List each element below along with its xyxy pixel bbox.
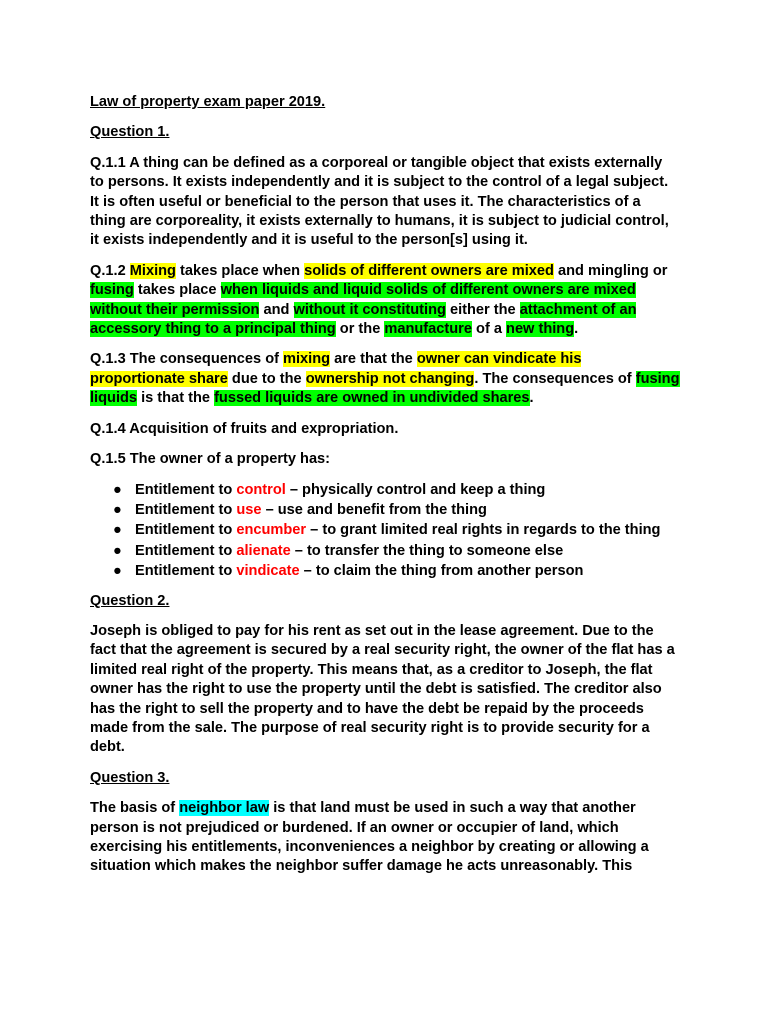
highlight-green: fussed liquids are owned in undivided shares: [214, 390, 530, 407]
bullet-icon: ●: [113, 522, 122, 539]
highlight-green: fusing: [90, 282, 134, 299]
document-page: [90, 93, 680, 888]
entitlement-description: – to transfer the thing to someone else: [290, 542, 564, 559]
q2-paragraph: Joseph is obliged to pay for his rent as set out in the lease agreement. Due to the fact that the agreement is secured by a real security right, the owner of the flat has a limited real right of the property. This means that, as a creditor to Joseph, the flat owner has the right to use the property until the debt is satisfied. The creditor also has the right to sell the property and to have the debt be repaid by the proceeds made from the sale. The purpose of real security right is to provide security for a debt.: [90, 622, 675, 756]
document-title: [90, 93, 680, 112]
entitlement-prefix: Entitlement to: [135, 501, 237, 518]
q1-2-text: and: [259, 301, 294, 318]
entitlement-term: vindicate: [236, 563, 300, 580]
q1-2-text: .: [574, 321, 579, 338]
q1-3-text: due to the: [227, 370, 306, 387]
list-item: [90, 562, 680, 581]
highlight-green: attachment of an accessory thing to a principal thing: [90, 301, 637, 338]
entitlement-description: – to grant limited real rights in regards to the thing: [306, 522, 661, 539]
question-1-heading: [90, 123, 680, 142]
entitlement-term: use: [236, 501, 262, 518]
question-3-heading-text: Question 3.: [90, 769, 170, 786]
q1-4-paragraph: Q.1.4 Acquisition of fruits and expropriation.: [90, 420, 399, 437]
q1-3-paragraph: [90, 350, 680, 408]
q1-3-text: is that the: [137, 390, 215, 407]
highlight-yellow: owner can vindicate his proportionate share: [90, 351, 582, 387]
q1-2-text: takes place when: [175, 262, 305, 279]
entitlement-prefix: Entitlement to: [135, 542, 237, 559]
bullet-icon: ●: [113, 481, 122, 498]
entitlement-prefix: Entitlement to: [135, 563, 237, 580]
question-2-heading: [90, 592, 680, 611]
question-1-heading-text: Question 1.: [90, 124, 170, 141]
entitlement-description: – to claim the thing from another person: [299, 563, 584, 580]
list-item: [90, 542, 680, 561]
q1-2-text: Q.1.2: [90, 262, 130, 279]
q1-2-paragraph: [90, 262, 680, 340]
highlight-green: fusing liquids: [90, 370, 680, 407]
q1-3-text: are that the: [330, 351, 417, 368]
q1-2-text: either the: [445, 301, 520, 318]
q3-text: The basis of: [90, 800, 180, 817]
document-title-text: Law of property exam paper 2019.: [90, 94, 326, 110]
q1-2-text: takes place: [133, 282, 221, 299]
entitlement-description: – physically control and keep a thing: [285, 481, 546, 498]
entitlement-description: – use and benefit from the thing: [261, 501, 487, 518]
bullet-icon: ●: [113, 542, 122, 559]
highlight-green: when liquids and liquid solids of different owners are mixed without their permission: [90, 282, 636, 318]
bullet-icon: ●: [113, 501, 122, 518]
highlight-yellow: solids of different owners are mixed: [304, 262, 554, 279]
highlight-cyan: neighbor law: [179, 800, 270, 817]
entitlement-term: alienate: [236, 542, 291, 559]
entitlement-term: control: [236, 481, 286, 498]
q1-3-text: .: [529, 390, 534, 407]
bullet-icon: ●: [113, 563, 122, 580]
entitlement-term: encumber: [236, 522, 307, 539]
q1-1-paragraph: Q.1.1 A thing can be defined as a corporeal or tangible object that exists externally to persons. It exists independently and it is subject to the control of a legal subject. It is often useful or beneficial to the person that uses it. The characteristics of a thing are corporeality, it exists externally to humans, it is subject to judicial control, it exists independently and it is useful to the person[s] using it.: [90, 154, 669, 249]
q1-2-text: or the: [335, 321, 385, 338]
question-2-heading-text: Question 2.: [90, 592, 170, 609]
q1-3-text: Q.1.3 The consequences of: [90, 351, 284, 368]
highlight-yellow: ownership not changing: [305, 370, 475, 387]
entitlements-list: [90, 481, 680, 582]
entitlement-prefix: Entitlement to: [135, 481, 237, 498]
entitlement-prefix: Entitlement to: [135, 522, 237, 539]
q1-3-text: . The consequences of: [474, 370, 636, 387]
highlight-yellow: mixing: [283, 351, 331, 368]
question-3-heading: [90, 769, 680, 788]
q1-5-paragraph: Q.1.5 The owner of a property has:: [90, 451, 331, 468]
q3-text: is that land must be used in such a way that another person is not prejudiced or burdened. If an owner or occupier of land, which exercising his entitlements, inconveniences a neighbor by creating or allowing a situation which makes the neighbor suffer damage he acts unreasonably. This: [90, 800, 649, 875]
highlight-green: manufacture: [384, 321, 472, 338]
q1-2-text: of a: [471, 321, 507, 338]
list-item: [90, 521, 680, 540]
highlight-green: new thing: [506, 321, 575, 338]
q1-2-text: and mingling or: [553, 262, 668, 279]
highlight-green: without it constituting: [293, 301, 446, 318]
q3-paragraph: [90, 799, 680, 877]
highlight-yellow: Mixing: [129, 262, 176, 279]
list-item: [90, 501, 680, 520]
list-item: [90, 481, 680, 500]
